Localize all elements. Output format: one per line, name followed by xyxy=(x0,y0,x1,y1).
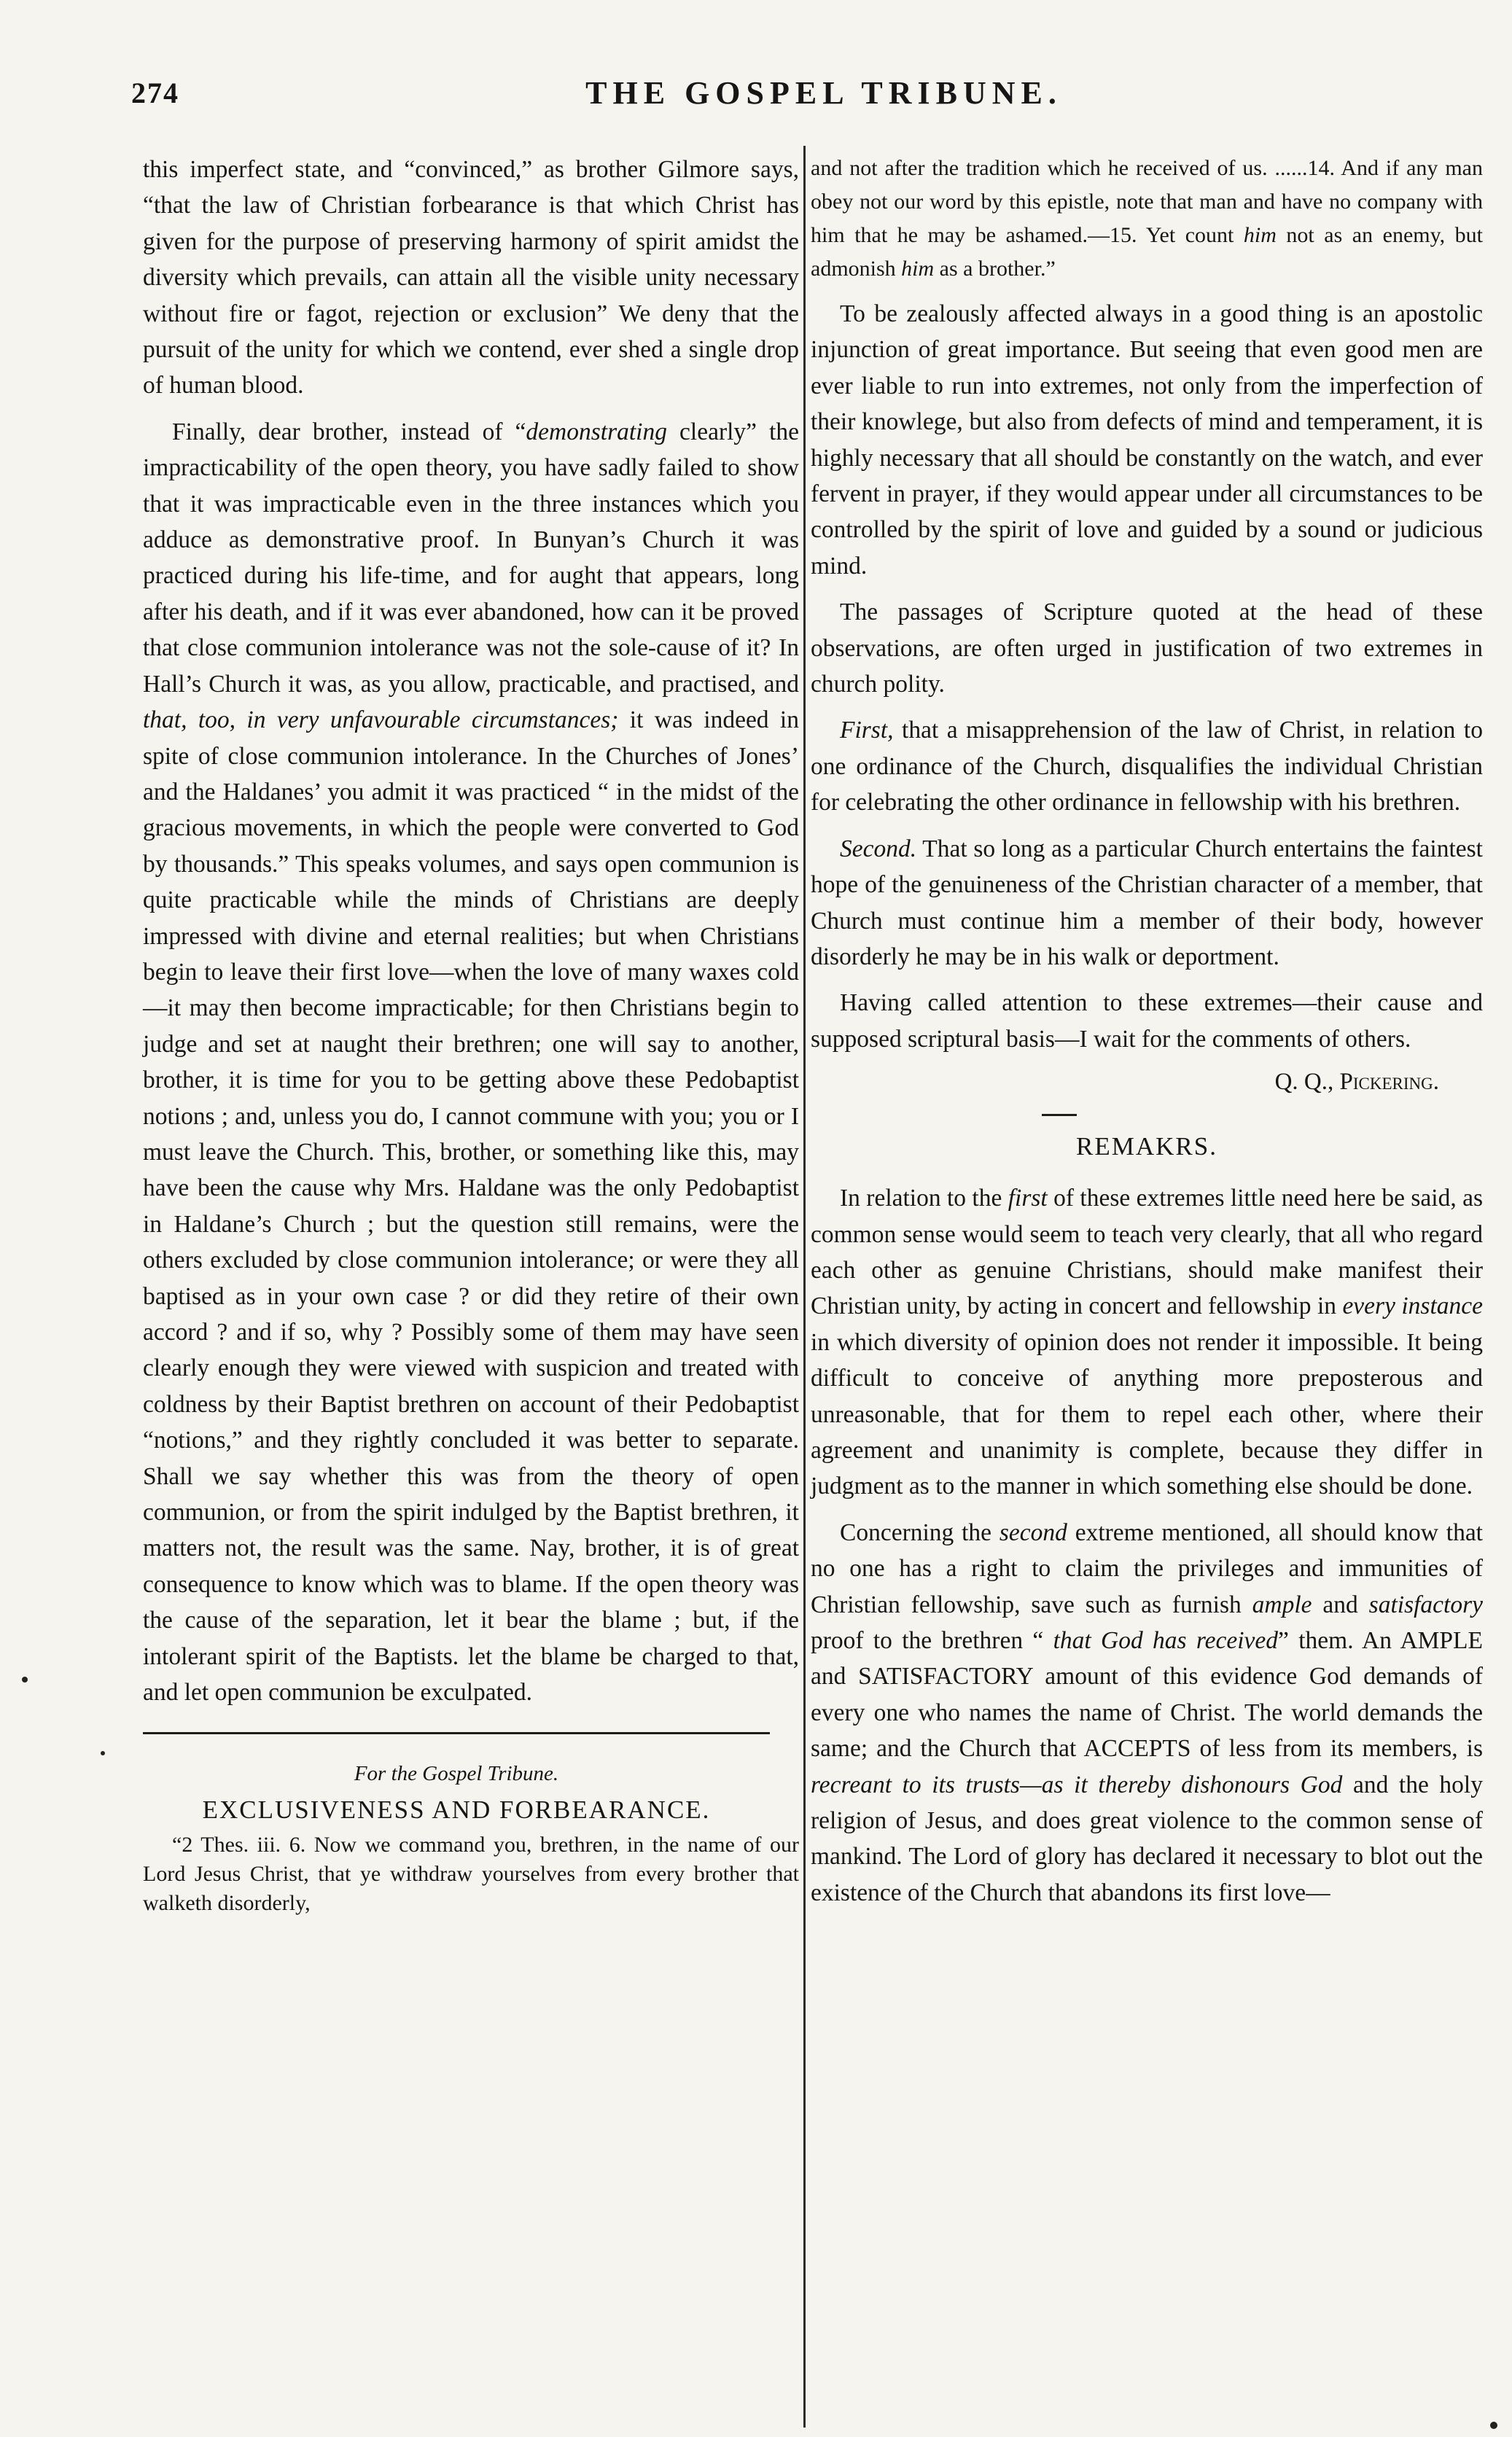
print-speck xyxy=(22,1677,28,1682)
text-run: ” them. An AMPLE and SATISFACTORY amount of this evidence God demands of every one who names the name of Christ. The world demands the same; and the Church that ACCEPTS of less from its members, is xyxy=(811,1627,1483,1763)
text-run: in which diversity of opinion does not render it impossible. It being difficult to conceive of anything more preposterous and unreasonable, that for them to repel each other, where their agreement and unanimity is complete, because they differ in judgment as to the manner in which something else should be done. xyxy=(811,1328,1483,1500)
remarks-heading: REMAKRS. xyxy=(1076,1132,1217,1161)
text-run: extreme mentioned, all should know that no one has a right to claim the privileges and immunities of Christian fellowship, save such as furnish xyxy=(811,1518,1483,1618)
scripture-quote-continued xyxy=(811,152,1483,286)
emphasis: every instance xyxy=(1342,1292,1484,1320)
contribution-line: For the Gospel Tribune. xyxy=(354,1762,559,1786)
text-run: of these extremes little need here be said, as common sense would seem to teach very clearly, that all who regard each other as genuine Christians, should make manifest their Christian unity, by acting in concert and fellowship in xyxy=(811,1185,1483,1320)
text-run: clearly” the impracticability of the open theory, you have sadly failed to show that it was impracticable even in the three instances which you adduce as demonstrative proof. In Bunyan’s Church it was practiced during his life-time, and for aught that appears, long after his death, and if it was ever abandoned, how can it be proved that close communion intolerance was not the sole-cause of it? In Hall’s Church it was, as you allow, practicable, and practised, and xyxy=(143,418,799,698)
paragraph-remarks-second xyxy=(811,1515,1483,1911)
article-divider xyxy=(143,1732,770,1734)
emphasis: that, too, in very unfavourable circumstances; xyxy=(143,706,619,734)
text-run: proof to the brethren “ xyxy=(811,1627,1053,1654)
text-run: not as an enemy, but admonish xyxy=(811,223,1483,281)
text-run: Concerning the xyxy=(840,1518,999,1546)
paragraph-finally xyxy=(143,414,799,1711)
left-column xyxy=(143,152,799,1918)
paragraph-passages: The passages of Scripture quoted at the head of these observations, are often urged in justification of two extremes in church polity. xyxy=(811,598,1483,698)
print-speck xyxy=(1490,2422,1497,2429)
paragraph-zealous: To be zealously affected always in a good thing is an apostolic injunction of great importance. But seeing that even good men are ever liable to run into extremes, not only from the imperfection of their knowlege, but also from defects of mind and temperament, it is highly necessary that all should be constantly on the watch, and ever fervent in prayer, if they would appear under all circumstances to be controlled by the spirit of love and guided by a sound or judicious mind. xyxy=(811,300,1483,580)
text-run: it was indeed in spite of close communion intolerance. In the Churches of Jones’ and the Haldanes’ you admit it was practiced “ in the midst of the gracious movements, in which the people were converted to God by thousands.” This speaks volumes, and says open communion is quite practicable while the minds of Christians are deeply impressed with divine and eternal realities; but when Christians begin to leave their first love—when the love of many waxes cold—it may then become impracticable; for then Christians begin to judge and set at naught their brethren; one will say to another, brother, it is time for you to be getting above these Pedobaptist notions ; and, unless you do, I cannot commune with you; you or I must leave the Church. This, brother, or something like this, may have been the cause why Mrs. Haldane was the only Pedobaptist in Haldane’s Church ; but the question still remains, were the others excluded by close communion intolerance; or were they all baptised as in your own case ? or did they retire of their own accord ? and if so, why ? Possibly some of them may have seen clearly enough they were viewed with suspicion and treated with coldness by their Baptist brethren on account of their Pedobaptist “notions,” and they rightly concluded it was better to separate. Shall we say whether this was from the theory of open communion, or from the spirit indulged by the Baptist brethren, it matters not, the result was the same. Nay, brother, it is of great consequence to know which was to blame. If the open theory was the cause of the separation, let it bear the blame ; but, if the intolerant spirit of the Baptists. let the blame be charged to that, and let open communion be exculpated. xyxy=(143,706,799,1707)
text-run: that a misapprehension of the law of Christ, in relation to one ordinance of the Church, disqualifies the individual Christian for celebrating the other ordinance in fellowship with his brethren. xyxy=(811,717,1483,816)
paragraph-first xyxy=(811,712,1483,820)
author-signature xyxy=(811,1063,1483,1101)
text-run: as a brother.” xyxy=(934,257,1056,281)
emphasis: recreant to its trusts—as it thereby dishonours God xyxy=(811,1771,1343,1798)
emphasis: demonstrating xyxy=(526,418,667,445)
article-title: EXCLUSIVENESS AND FORBEARANCE. xyxy=(202,1795,711,1825)
column-divider xyxy=(803,146,806,2428)
text-run: and xyxy=(1312,1591,1369,1618)
print-speck xyxy=(101,1751,105,1755)
emphasis: satisfactory xyxy=(1368,1591,1483,1618)
emphasis: first xyxy=(1008,1185,1048,1212)
paragraph-remarks-first xyxy=(811,1180,1483,1505)
emphasis: First, xyxy=(840,717,894,744)
scripture-quote: “2 Thes. iii. 6. Now we command you, brethren, in the name of our Lord Jesus Christ, that ye withdraw yourselves from every brother that walketh disorderly, xyxy=(143,1833,799,1916)
short-divider xyxy=(1042,1114,1077,1116)
text-run: In relation to the xyxy=(840,1185,1008,1212)
page-number: 274 xyxy=(131,77,179,109)
text-run: That so long as a particular Church entertains the faintest hope of the genuineness of the Christian character of a member, that Church must continue him a member of their body, however disorderly he may be in his walk or deportment. xyxy=(811,835,1483,970)
text-run: Finally, dear brother, instead of “ xyxy=(172,418,526,445)
text-run: and the holy religion of Jesus, and does great violence to the common sense of mankind. The Lord of glory has declared it necessary to blot out the existence of the Church that abandons its first love— xyxy=(811,1771,1483,1906)
signature-place: Pickering. xyxy=(1339,1069,1439,1096)
emphasis: him xyxy=(1243,223,1277,247)
emphasis: Second. xyxy=(840,835,917,862)
page-header xyxy=(131,70,1473,121)
signature-initials: Q. Q., xyxy=(1274,1069,1340,1096)
paragraph-having-called: Having called attention to these extremes—their cause and supposed scriptural basis—I wait for the comments of others. xyxy=(811,989,1483,1053)
text-run: and not after the tradition which he received of us. ......14. And if any man obey not our word by this epistle, note that man and have no company with him that he may be ashamed.—15. Yet count xyxy=(811,156,1483,247)
paragraph-second xyxy=(811,831,1483,975)
right-column xyxy=(811,152,1483,1911)
paragraph-continued: this imperfect state, and “convinced,” as brother Gilmore says, “that the law of Christian forbearance is that which Christ has given for the purpose of preserving harmony of spirit amidst the diversity which prevails, can attain all the visible unity necessary without fire or fagot, rejection or exclusion” We deny that the pursuit of the unity for which we contend, ever shed a single drop of human blood. xyxy=(143,156,799,399)
journal-title: THE GOSPEL TRIBUNE. xyxy=(585,75,1062,111)
emphasis: second xyxy=(999,1518,1067,1546)
emphasis: that God has received xyxy=(1053,1627,1279,1654)
emphasis: ample xyxy=(1252,1591,1312,1618)
emphasis: him xyxy=(901,257,935,281)
